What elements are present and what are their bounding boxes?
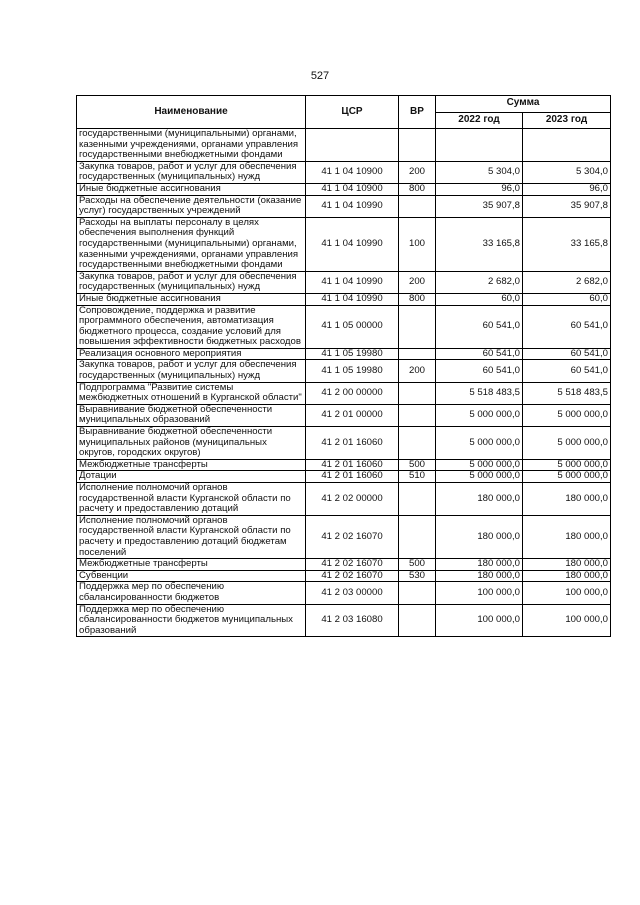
row-sum-2022-cell: 60 541,0 [436,360,523,382]
row-vr-cell [399,305,436,348]
row-sum-2023-cell: 2 682,0 [523,271,611,293]
table-row [77,471,611,483]
row-name-cell: Выравнивание бюджетной обеспеченности муниципальных районов (муниципальных округов, городских округов) [77,427,306,460]
row-sum-2022-cell: 5 000 000,0 [436,459,523,471]
row-sum-2022-cell: 100 000,0 [436,604,523,637]
row-sum-2023-cell: 60,0 [523,293,611,305]
row-sum-2022-cell: 180 000,0 [436,515,523,558]
header-sum: Сумма [436,96,611,113]
row-vr-cell: 500 [399,559,436,571]
row-vr-cell [399,382,436,404]
header-vr: ВР [399,96,436,129]
row-name-cell: Сопровождение, поддержка и развитие программного обеспечения, автоматизация бюджетного процесса, создание условий для повышения эффективности бюджетных расходов [77,305,306,348]
row-vr-cell: 200 [399,360,436,382]
row-vr-cell: 530 [399,570,436,582]
row-sum-2022-cell: 180 000,0 [436,483,523,516]
row-sum-2023-cell: 5 000 000,0 [523,404,611,426]
row-sum-2023-cell: 100 000,0 [523,582,611,604]
table-row [77,483,611,516]
row-name-cell: Поддержка мер по обеспечению сбалансированности бюджетов [77,582,306,604]
row-vr-cell: 800 [399,293,436,305]
row-sum-2022-cell: 96,0 [436,183,523,195]
row-sum-2022-cell: 100 000,0 [436,582,523,604]
row-sum-2022-cell: 60,0 [436,293,523,305]
row-csr-cell: 41 2 03 00000 [306,582,399,604]
table-row [77,293,611,305]
row-csr-cell: 41 1 04 10900 [306,183,399,195]
row-sum-2022-cell: 60 541,0 [436,305,523,348]
row-name-cell: Исполнение полномочий органов государственной власти Курганской области по расчету и предоставлению дотаций бюджетам поселений [77,515,306,558]
row-csr-cell: 41 2 03 16080 [306,604,399,637]
row-name-cell: Подпрограмма "Развитие системы межбюджетных отношений в Курганской области" [77,382,306,404]
row-csr-cell: 41 1 05 19980 [306,360,399,382]
row-csr-cell: 41 2 02 16070 [306,559,399,571]
row-sum-2022-cell: 180 000,0 [436,570,523,582]
row-sum-2023-cell: 5 000 000,0 [523,459,611,471]
row-sum-2023-cell: 180 000,0 [523,515,611,558]
table-row [77,515,611,558]
row-name-cell: Субвенции [77,570,306,582]
row-name-cell: Иные бюджетные ассигнования [77,293,306,305]
table-header [77,96,611,129]
page-number: 527 [310,70,330,82]
header-name: Наименование [77,96,306,129]
row-sum-2023-cell: 180 000,0 [523,559,611,571]
row-vr-cell: 200 [399,161,436,183]
table-row [77,604,611,637]
row-sum-2022-cell [436,129,523,162]
row-vr-cell [399,604,436,637]
row-vr-cell [399,129,436,162]
table-row [77,183,611,195]
row-csr-cell: 41 2 01 16060 [306,459,399,471]
row-csr-cell: 41 2 01 16060 [306,427,399,460]
row-sum-2023-cell: 60 541,0 [523,348,611,360]
row-sum-2023-cell: 60 541,0 [523,305,611,348]
row-name-cell: Иные бюджетные ассигнования [77,183,306,195]
row-vr-cell [399,515,436,558]
row-name-cell: Закупка товаров, работ и услуг для обеспечения государственных (муниципальных) нужд [77,271,306,293]
table-row [77,195,611,217]
table-row [77,582,611,604]
row-sum-2022-cell: 33 165,8 [436,217,523,271]
row-vr-cell: 200 [399,271,436,293]
header-year-2022: 2022 год [436,112,523,129]
table-row [77,360,611,382]
row-sum-2022-cell: 5 000 000,0 [436,427,523,460]
row-csr-cell: 41 1 04 10990 [306,195,399,217]
row-csr-cell: 41 1 04 10990 [306,271,399,293]
row-csr-cell: 41 1 05 19980 [306,348,399,360]
table-row [77,305,611,348]
row-name-cell: Межбюджетные трансферты [77,559,306,571]
row-name-cell: Закупка товаров, работ и услуг для обеспечения государственных (муниципальных) нужд [77,360,306,382]
row-sum-2023-cell: 180 000,0 [523,570,611,582]
table-row [77,570,611,582]
table-row [77,459,611,471]
table-row [77,161,611,183]
row-sum-2022-cell: 5 000 000,0 [436,471,523,483]
row-csr-cell: 41 2 00 00000 [306,382,399,404]
row-sum-2023-cell: 35 907,8 [523,195,611,217]
row-vr-cell: 800 [399,183,436,195]
row-csr-cell [306,129,399,162]
row-sum-2023-cell: 180 000,0 [523,483,611,516]
table-row [77,404,611,426]
row-sum-2022-cell: 60 541,0 [436,348,523,360]
row-vr-cell: 510 [399,471,436,483]
row-vr-cell: 100 [399,217,436,271]
row-csr-cell: 41 2 02 16070 [306,570,399,582]
row-csr-cell: 41 2 01 00000 [306,404,399,426]
row-name-cell: Исполнение полномочий органов государственной власти Курганской области по расчету и предоставлению дотаций [77,483,306,516]
header-csr: ЦСР [306,96,399,129]
row-name-cell: государственными (муниципальными) органами, казенными учреждениями, органами управления государственными внебюджетными фондами [77,129,306,162]
row-name-cell: Расходы на обеспечение деятельности (оказание услуг) государственных учреждений [77,195,306,217]
row-sum-2022-cell: 5 304,0 [436,161,523,183]
table-row [77,382,611,404]
table-row [77,217,611,271]
row-sum-2023-cell: 96,0 [523,183,611,195]
table-row [77,348,611,360]
row-vr-cell [399,404,436,426]
row-vr-cell [399,483,436,516]
header-year-2023: 2023 год [523,112,611,129]
row-vr-cell [399,582,436,604]
row-csr-cell: 41 1 04 10990 [306,293,399,305]
row-name-cell: Расходы на выплаты персоналу в целях обеспечения выполнения функций государственными (муниципальными) органами, казенными учреждениями, органами управления государственными внебюджетными фондами [77,217,306,271]
row-csr-cell: 41 1 05 00000 [306,305,399,348]
row-sum-2022-cell: 180 000,0 [436,559,523,571]
row-name-cell: Поддержка мер по обеспечению сбалансированности бюджетов муниципальных образований [77,604,306,637]
row-name-cell: Выравнивание бюджетной обеспеченности муниципальных образований [77,404,306,426]
row-vr-cell [399,348,436,360]
row-csr-cell: 41 2 02 00000 [306,483,399,516]
row-vr-cell: 500 [399,459,436,471]
row-sum-2023-cell: 33 165,8 [523,217,611,271]
table-body [77,129,611,637]
budget-table [76,95,611,637]
row-vr-cell [399,195,436,217]
row-sum-2023-cell: 5 304,0 [523,161,611,183]
row-sum-2023-cell: 100 000,0 [523,604,611,637]
row-csr-cell: 41 2 02 16070 [306,515,399,558]
table-row [77,129,611,162]
row-sum-2023-cell [523,129,611,162]
table-row [77,427,611,460]
row-csr-cell: 41 1 04 10990 [306,217,399,271]
row-sum-2023-cell: 60 541,0 [523,360,611,382]
row-sum-2023-cell: 5 518 483,5 [523,382,611,404]
row-csr-cell: 41 1 04 10900 [306,161,399,183]
row-sum-2022-cell: 35 907,8 [436,195,523,217]
table-row [77,559,611,571]
row-sum-2023-cell: 5 000 000,0 [523,471,611,483]
row-sum-2022-cell: 5 518 483,5 [436,382,523,404]
row-name-cell: Дотации [77,471,306,483]
row-sum-2022-cell: 5 000 000,0 [436,404,523,426]
row-vr-cell [399,427,436,460]
row-csr-cell: 41 2 01 16060 [306,471,399,483]
row-name-cell: Закупка товаров, работ и услуг для обеспечения государственных (муниципальных) нужд [77,161,306,183]
table-row [77,271,611,293]
row-sum-2023-cell: 5 000 000,0 [523,427,611,460]
row-name-cell: Межбюджетные трансферты [77,459,306,471]
row-name-cell: Реализация основного мероприятия [77,348,306,360]
row-sum-2022-cell: 2 682,0 [436,271,523,293]
